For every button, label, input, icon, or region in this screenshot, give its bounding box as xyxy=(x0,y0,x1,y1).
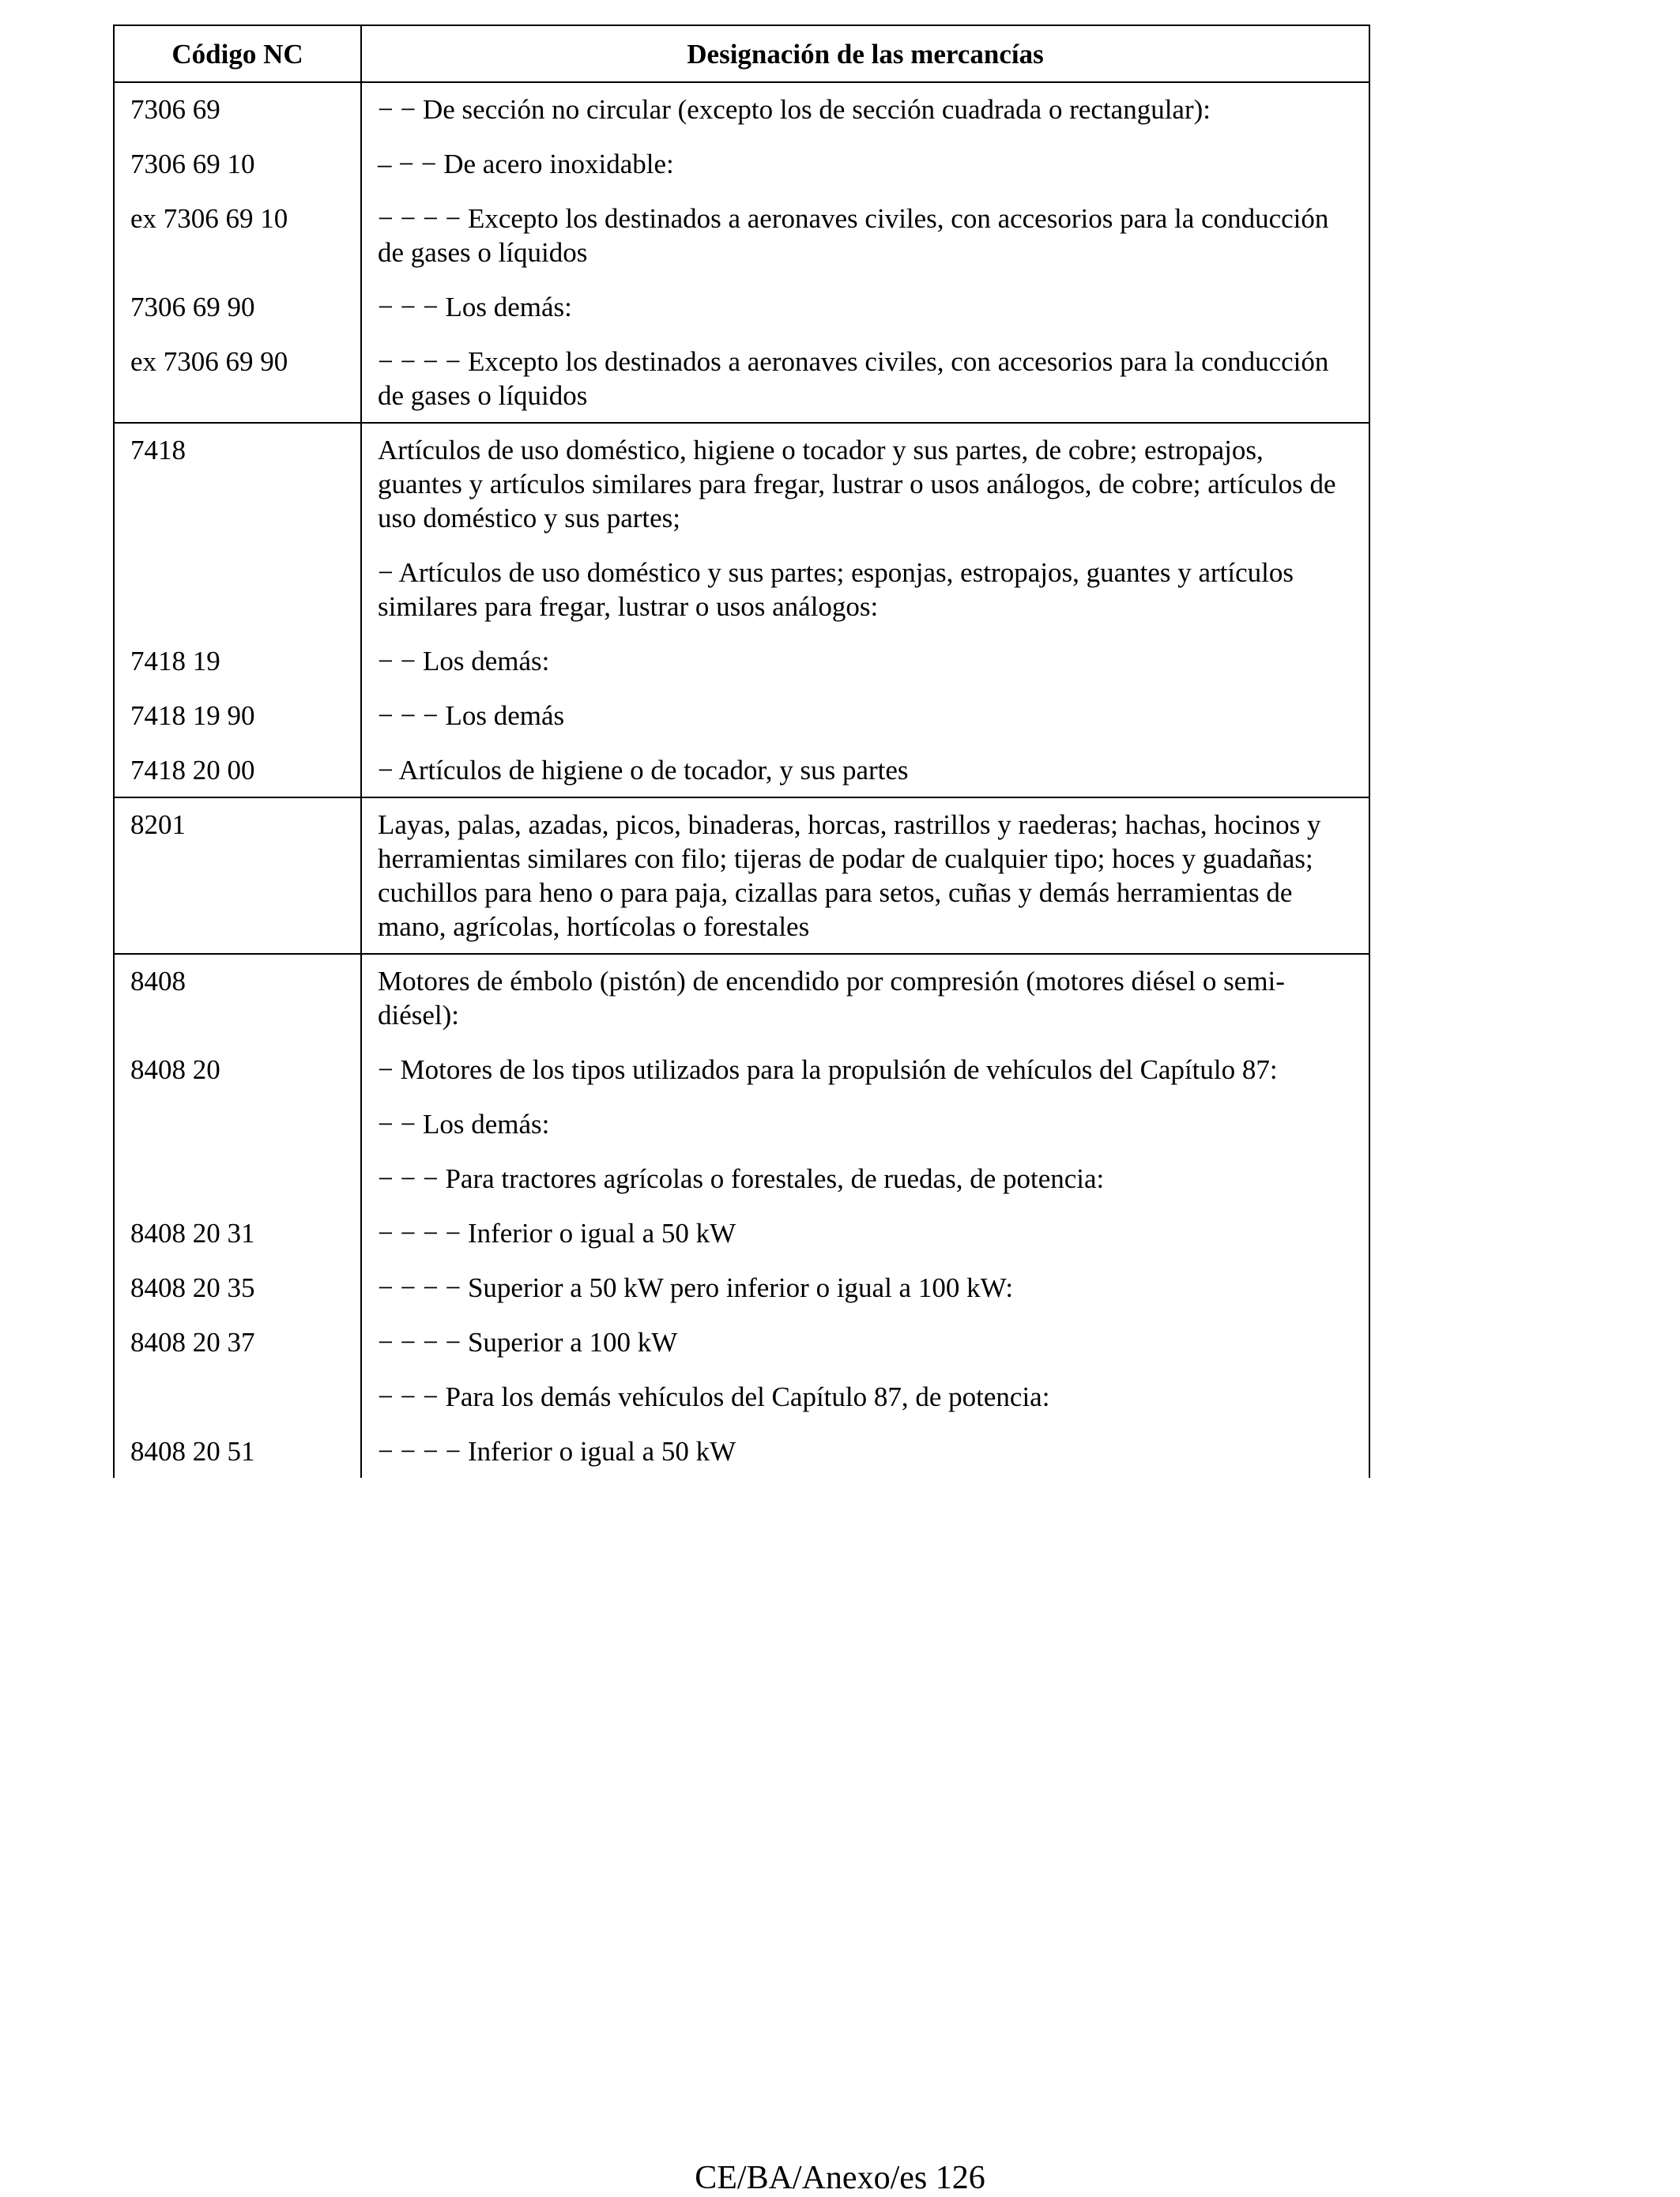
nc-code: 7306 69 90 xyxy=(130,292,255,322)
goods-designation: − − − − Inferior o igual a 50 kW xyxy=(378,1436,736,1467)
nc-code: 7418 xyxy=(130,435,186,465)
goods-designation: Artículos de uso doméstico, higiene o tocador y sus partes, de cobre; estropajos, guantes y artículos similares para fregar, lustrar o usos análogos, de cobre; artículos de uso doméstico y sus partes; xyxy=(378,435,1336,533)
designation-cell xyxy=(361,954,1369,1478)
nc-code xyxy=(130,556,346,624)
goods-designation: − − − Para tractores agrícolas o forestales, de ruedas, de potencia: xyxy=(378,1163,1105,1194)
designation-cell xyxy=(361,423,1369,797)
table-row xyxy=(114,82,1369,423)
table-group xyxy=(114,82,1369,423)
header-designation: Designación de las mercancías xyxy=(361,25,1369,82)
designation-cell xyxy=(361,82,1369,423)
nc-code: 7306 69 xyxy=(130,94,220,125)
page-footer: CE/BA/Anexo/es 126 xyxy=(695,2160,985,2196)
header-row xyxy=(114,25,1369,82)
nc-code: 8408 20 51 xyxy=(130,1436,255,1467)
code-cell xyxy=(114,423,361,797)
code-cell xyxy=(114,797,361,954)
nc-code: 7418 19 90 xyxy=(130,700,255,731)
goods-designation: − − − − Inferior o igual a 50 kW xyxy=(378,1218,736,1249)
goods-designation: − − − − Excepto los destinados a aeronaves civiles, con accesorios para la conducción de gases o líquidos xyxy=(378,203,1329,268)
goods-designation: − Artículos de higiene o de tocador, y sus partes xyxy=(378,755,909,786)
nc-code: 7306 69 10 xyxy=(130,149,255,179)
goods-designation: − − Los demás: xyxy=(378,1109,550,1140)
goods-designation: − − − − Superior a 50 kW pero inferior o igual a 100 kW: xyxy=(378,1272,1014,1303)
table-group xyxy=(114,797,1369,954)
nc-code: 8408 20 37 xyxy=(130,1327,255,1358)
nc-code: ex 7306 69 10 xyxy=(130,203,288,234)
goods-designation: − − − Los demás xyxy=(378,700,565,731)
nc-code: ex 7306 69 90 xyxy=(130,346,288,377)
goods-designation: − − − Para los demás vehículos del Capítulo 87, de potencia: xyxy=(378,1381,1050,1412)
table-group xyxy=(114,423,1369,797)
goods-designation: − − − − Excepto los destinados a aeronaves civiles, con accesorios para la conducción de gases o líquidos xyxy=(378,346,1329,411)
goods-designation: − − − Los demás: xyxy=(378,292,572,322)
table-header xyxy=(114,25,1369,82)
nc-code: 7418 20 00 xyxy=(130,755,255,786)
nc-code: 8408 xyxy=(130,966,186,997)
code-cell xyxy=(114,82,361,423)
nc-code: 8408 20 35 xyxy=(130,1272,255,1303)
table-row xyxy=(114,954,1369,1478)
nc-code xyxy=(130,1380,346,1414)
goods-designation: − Artículos de uso doméstico y sus partes; esponjas, estropajos, guantes y artículos similares para fregar, lustrar o usos análogos: xyxy=(378,557,1294,622)
table-row xyxy=(114,797,1369,954)
table-row xyxy=(114,423,1369,797)
goods-designation: – − − De acero inoxidable: xyxy=(378,149,674,179)
code-cell xyxy=(114,954,361,1478)
goods-designation: − Motores de los tipos utilizados para la propulsión de vehículos del Capítulo 87: xyxy=(378,1054,1278,1085)
designation-cell xyxy=(361,797,1369,954)
header-code: Código NC xyxy=(114,25,361,82)
table-group xyxy=(114,954,1369,1478)
nc-code: 8201 xyxy=(130,809,186,840)
goods-designation: Layas, palas, azadas, picos, binaderas, horcas, rastrillos y raederas; hachas, hocinos y herramientas similares con filo; tijeras de podar de cualquier tipo; hoces y guadañas; cuchillos para heno o para paja, cizallas para setos, cuñas y demás herramientas de mano, agrícolas, hortícolas o forestales xyxy=(378,809,1321,942)
nc-code: 8408 20 31 xyxy=(130,1218,255,1249)
nc-code: 8408 20 xyxy=(130,1054,220,1085)
goods-designation: − − De sección no circular (excepto los de sección cuadrada o rectangular): xyxy=(378,94,1211,125)
nc-code-table xyxy=(113,24,1370,1478)
goods-designation: − − Los demás: xyxy=(378,646,550,676)
nc-code xyxy=(130,1162,346,1196)
nc-code: 7418 19 xyxy=(130,646,220,676)
goods-designation: Motores de émbolo (pistón) de encendido por compresión (motores diésel o semi-diésel): xyxy=(378,966,1285,1031)
goods-designation: − − − − Superior a 100 kW xyxy=(378,1327,678,1358)
nc-code xyxy=(130,1107,346,1141)
